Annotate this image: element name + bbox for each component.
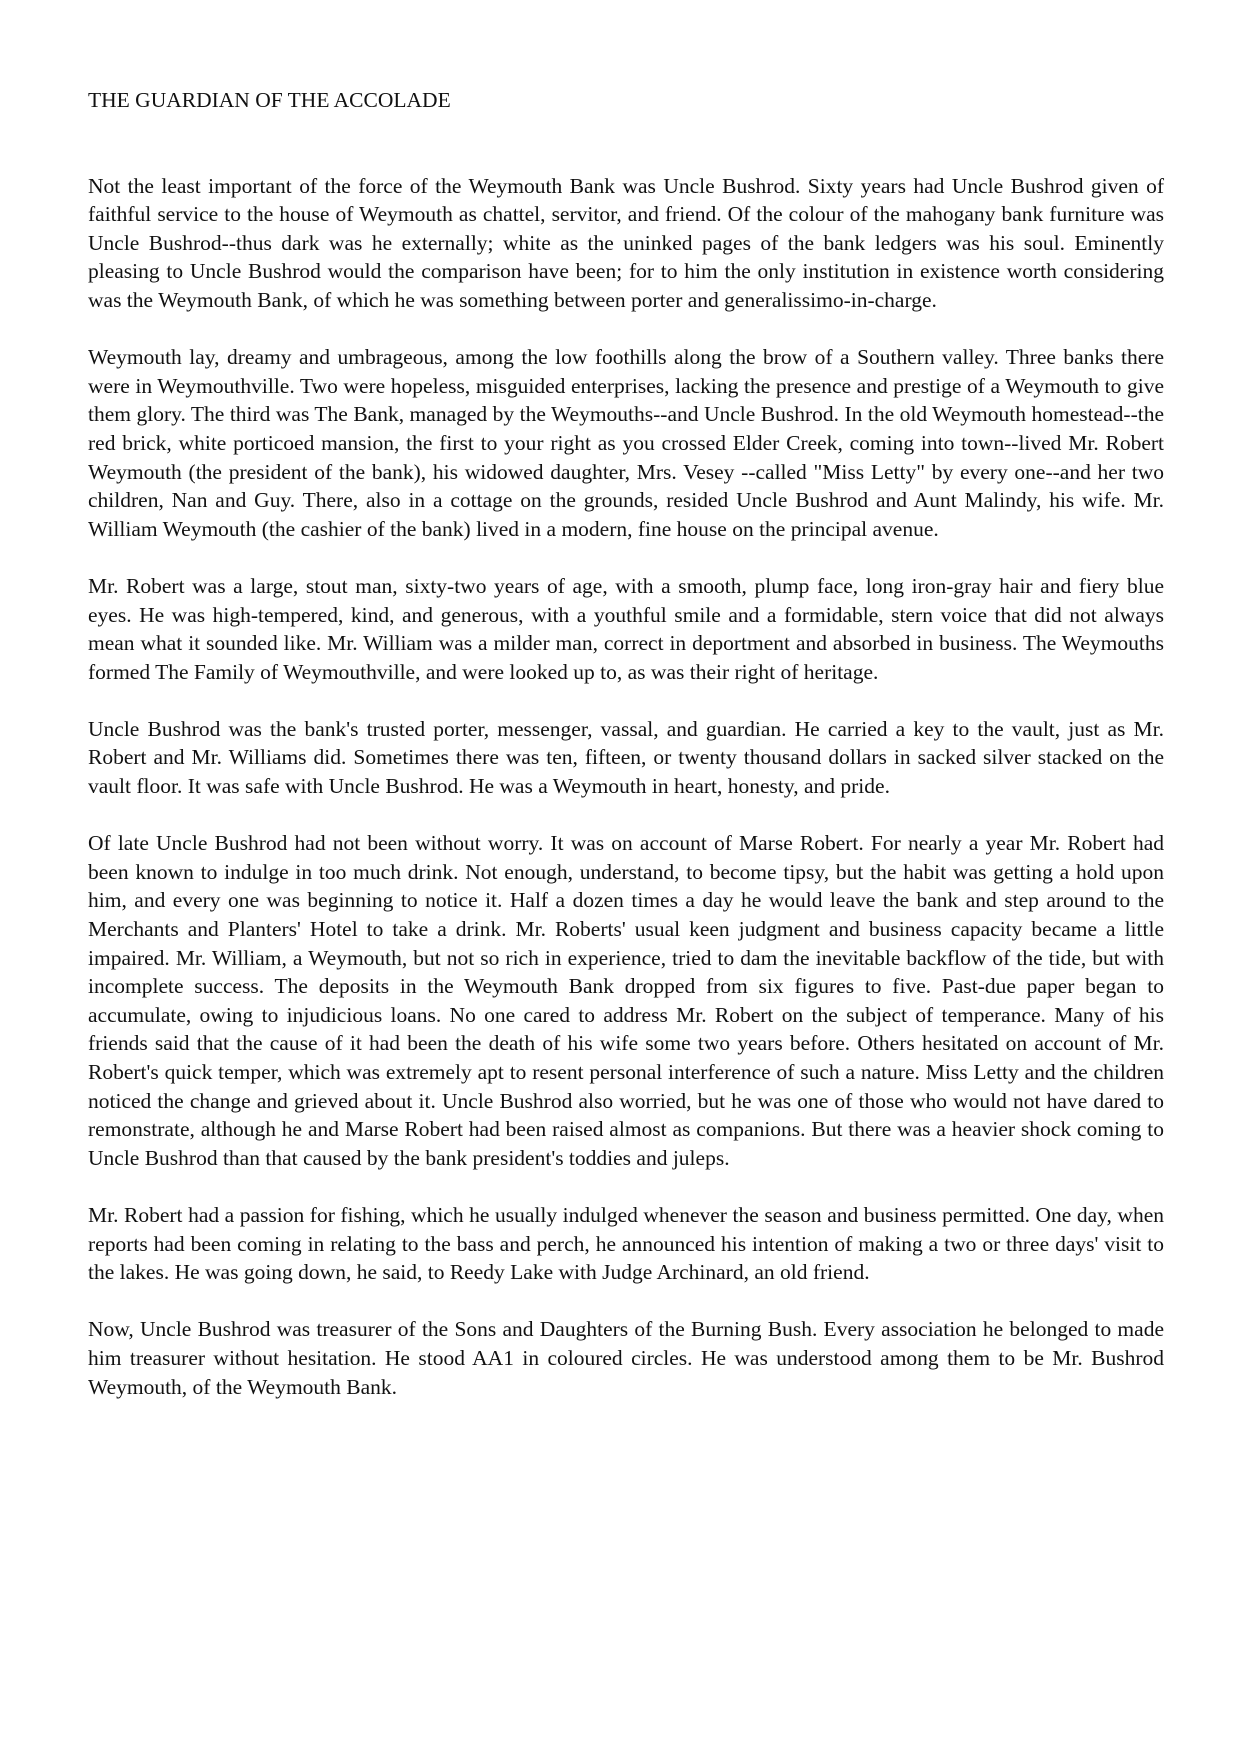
document-page [88, 86, 1164, 1430]
paragraph: Not the least important of the force of the Weymouth Bank was Uncle Bushrod. Sixty years had Uncle Bushrod given of faithful service to the house of Weymouth as chattel, servitor, and friend. Of the colour of the mahogany bank furniture was Uncle Bushrod--thus dark was he externally; white as the uninked pages of the bank ledgers was his soul. Eminently pleasing to Uncle Bushrod would the comparison have been; for to him the only institution in existence worth considering was the Weymouth Bank, of which he was something between porter and generalissimo-in-charge. [88, 173, 1164, 312]
paragraph: Weymouth lay, dreamy and umbrageous, among the low foothills along the brow of a Southern valley. Three banks there were in Weymouthville. Two were hopeless, misguided enterprises, lacking the presence and prestige of a Weymouth to give them glory. The third was The Bank, managed by the Weymouths--and Uncle Bushrod. In the old Weymouth homestead--the red brick, white porticoed mansion, the first to your right as you crossed Elder Creek, coming into town--lived Mr. Robert Weymouth (the president of the bank), his widowed daughter, Mrs. Vesey --called "Miss Letty" by every one--and her two children, Nan and Guy. There, also in a cottage on the grounds, resided Uncle Bushrod and Aunt Malindy, his wife. Mr. William Weymouth (the cashier of the bank) lived in a modern, fine house on the principal avenue. [88, 345, 1164, 541]
paragraph: Uncle Bushrod was the bank's trusted porter, messenger, vassal, and guardian. He carried a key to the vault, just as Mr. Robert and Mr. Williams did. Sometimes there was ten, fifteen, or twenty thousand dollars in sacked silver stacked on the vault floor. It was safe with Uncle Bushrod. He was a Weymouth in heart, honesty, and pride. [88, 716, 1164, 799]
paragraph: Mr. Robert was a large, stout man, sixty-two years of age, with a smooth, plump face, long iron-gray hair and fiery blue eyes. He was high-tempered, kind, and generous, with a youthful smile and a formidable, stern voice that did not always mean what it sounded like. Mr. William was a milder man, correct in deportment and absorbed in business. The Weymouths formed The Family of Weymouthville, and were looked up to, as was their right of heritage. [88, 573, 1164, 684]
paragraph: Of late Uncle Bushrod had not been without worry. It was on account of Marse Robert. For nearly a year Mr. Robert had been known to indulge in too much drink. Not enough, understand, to become tipsy, but the habit was getting a hold upon him, and every one was beginning to notice it. Half a dozen times a day he would leave the bank and step around to the Merchants and Planters' Hotel to take a drink. Mr. Roberts' usual keen judgment and business capacity became a little impaired. Mr. William, a Weymouth, but not so rich in experience, tried to dam the inevitable backflow of the tide, but with incomplete success. The deposits in the Weymouth Bank dropped from six figures to five. Past-due paper began to accumulate, owing to injudicious loans. No one cared to address Mr. Robert on the subject of temperance. Many of his friends said that the cause of it had been the death of his wife some two years before. Others hesitated on account of Mr. Robert's quick temper, which was extremely apt to resent personal interference of such a nature. Miss Letty and the children noticed the change and grieved about it. Uncle Bushrod also worried, but he was one of those who would not have dared to remonstrate, although he and Marse Robert had been raised almost as companions. But there was a heavier shock coming to Uncle Bushrod than that caused by the bank president's toddies and juleps. [88, 831, 1164, 1170]
document-title: THE GUARDIAN OF THE ACCOLADE [88, 88, 451, 112]
paragraph: Now, Uncle Bushrod was treasurer of the Sons and Daughters of the Burning Bush. Every association he belonged to made him treasurer without hesitation. He stood AA1 in coloured circles. He was understood among them to be Mr. Bushrod Weymouth, of the Weymouth Bank. [88, 1317, 1164, 1399]
paragraph: Mr. Robert had a passion for fishing, which he usually indulged whenever the season and business permitted. One day, when reports had been coming in relating to the bass and perch, he announced his intention of making a two or three days' visit to the lakes. He was going down, he said, to Reedy Lake with Judge Archinard, an old friend. [88, 1202, 1164, 1285]
